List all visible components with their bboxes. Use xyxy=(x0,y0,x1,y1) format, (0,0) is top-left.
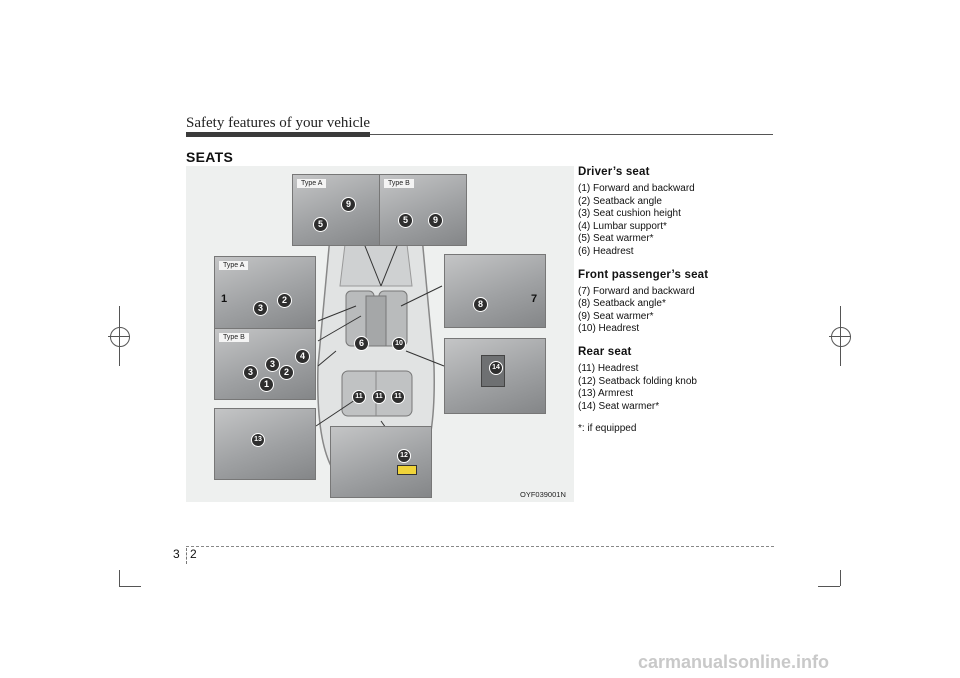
legend-item: (3) Seat cushion height xyxy=(578,208,681,220)
legend-item: (9) Seat warmer* xyxy=(578,310,654,322)
callout-number: 7 xyxy=(531,293,538,305)
legend-item: (10) Headrest xyxy=(578,323,640,335)
legend-footnote: *: if equipped xyxy=(578,423,637,435)
callout-number: 11 xyxy=(391,390,405,404)
callout-number: 9 xyxy=(428,213,443,228)
legend-item: (6) Headrest xyxy=(578,245,634,257)
section-title: SEATS xyxy=(186,149,234,165)
callout-number: 5 xyxy=(398,213,413,228)
callout-number: 14 xyxy=(489,361,503,375)
legend-heading-rear: Rear seat xyxy=(578,345,632,358)
chapter-number: 3 xyxy=(173,547,180,561)
callout-number: 1 xyxy=(221,293,228,305)
callout-number: 11 xyxy=(372,390,386,404)
header-rule-line xyxy=(370,134,773,135)
callout-number: 2 xyxy=(277,293,292,308)
inset-rear-armrest xyxy=(214,408,316,480)
legend-item: (8) Seatback angle* xyxy=(578,298,666,310)
callout-number: 2 xyxy=(279,365,294,380)
legend-item: (1) Forward and backward xyxy=(578,183,695,194)
callout-number: 3 xyxy=(253,301,268,316)
callout-number: 3 xyxy=(265,357,280,372)
legend-item: (2) Seatback angle xyxy=(578,195,662,207)
footer-rule xyxy=(186,546,774,547)
page-header-title: Safety features of your vehicle xyxy=(186,115,371,131)
legend-heading-passenger: Front passenger’s seat xyxy=(578,268,709,281)
legend-item: (5) Seat warmer* xyxy=(578,233,654,245)
legend-item: (13) Armrest xyxy=(578,388,634,400)
header-rule xyxy=(186,132,370,137)
inset-top-type-b xyxy=(379,174,467,246)
inset-driver-seat-type-a xyxy=(214,256,316,330)
type-a-label: Type A xyxy=(297,179,326,188)
page-number: 2 xyxy=(190,547,197,561)
legend-item: (12) Seatback folding knob xyxy=(578,375,697,387)
type-b-label: Type B xyxy=(384,179,414,188)
footer-separator xyxy=(186,548,187,564)
figure-code: OYF039001N xyxy=(520,490,566,499)
inset-passenger-seat xyxy=(444,254,546,328)
callout-number: 4 xyxy=(295,349,310,364)
legend-item: (4) Lumbar support* xyxy=(578,220,667,232)
legend-heading-driver: Driver’s seat xyxy=(578,166,650,178)
callout-number: 8 xyxy=(473,297,488,312)
seat-legend xyxy=(578,166,778,436)
inset-seatback-folding-knob xyxy=(330,426,432,498)
arrow-icon xyxy=(397,465,417,475)
callout-number: 11 xyxy=(352,390,366,404)
callout-number: 12 xyxy=(397,449,411,463)
callout-number: 9 xyxy=(341,197,356,212)
inset-rear-seat-warmer xyxy=(444,338,546,414)
inset-top-type-a xyxy=(292,174,380,246)
inset-driver-seat-type-b xyxy=(214,328,316,400)
type-a-label: Type A xyxy=(219,261,248,270)
legend-item: (14) Seat warmer* xyxy=(578,400,660,412)
watermark: carmanualsonline.info xyxy=(638,652,830,672)
seat-location-figure xyxy=(186,166,574,502)
callout-number: 6 xyxy=(354,336,369,351)
legend-item: (7) Forward and backward xyxy=(578,285,695,297)
type-b-label: Type B xyxy=(219,333,249,342)
legend-item: (11) Headrest xyxy=(578,362,639,374)
callout-number: 13 xyxy=(251,433,265,447)
callout-number: 3 xyxy=(243,365,258,380)
callout-number: 5 xyxy=(313,217,328,232)
callout-number: 1 xyxy=(259,377,274,392)
callout-number: 10 xyxy=(392,337,406,351)
